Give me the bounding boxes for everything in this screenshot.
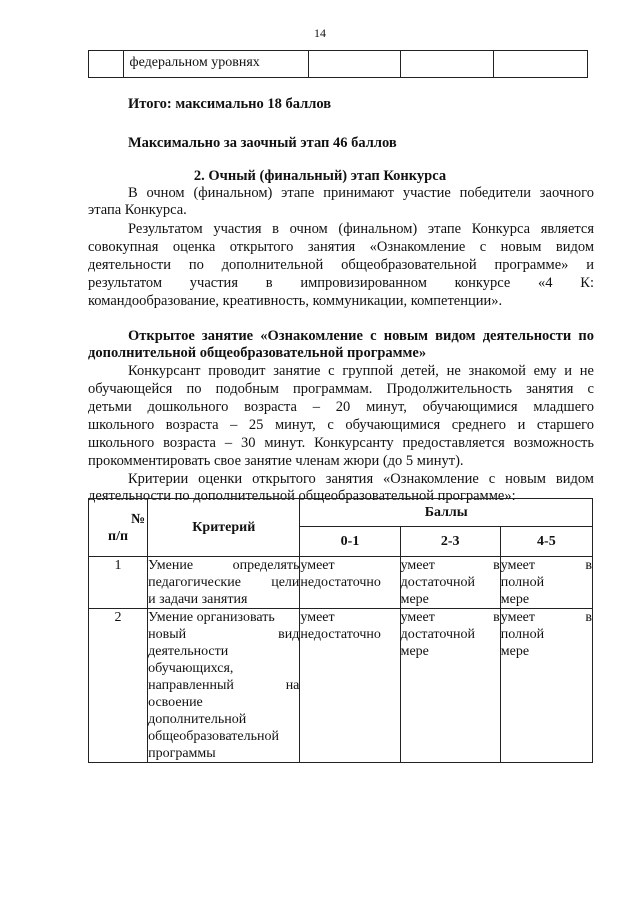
section-heading: 2. Очный (финальный) этап Конкурса bbox=[193, 168, 447, 184]
table-cell bbox=[494, 51, 588, 78]
paragraph-line: этапа Конкурса. bbox=[88, 202, 187, 218]
paragraph-line: прокомментировать свое занятие членам жюри (до 5 минут). bbox=[88, 453, 464, 469]
paragraph-line: командообразование, креативность, коммуникации, компетенции». bbox=[88, 293, 503, 309]
criteria-table bbox=[88, 498, 593, 763]
header-num bbox=[89, 499, 148, 557]
total-correspondence-line: Максимально за заочный этап 46 баллов bbox=[128, 135, 397, 151]
header-scores: Баллы bbox=[300, 499, 593, 527]
score-cell: умеет в достаточной мере bbox=[400, 609, 500, 763]
criterion-cell: Умение организовать новый вид деятельности обучающихся, направленный на освоение дополнительной общеобразовательной программы bbox=[148, 610, 300, 761]
previous-table-fragment bbox=[88, 50, 588, 78]
table-row bbox=[89, 557, 593, 609]
header-criterion: Критерий bbox=[148, 499, 300, 557]
paragraph-line: школьного возраста – 25 минут, с обучающимися среднего и старшего bbox=[88, 417, 594, 433]
header-num-label: п/п bbox=[108, 528, 129, 544]
score-col-0-1: 0-1 bbox=[300, 527, 400, 557]
table-cell bbox=[400, 51, 494, 78]
score-col-2-3: 2-3 bbox=[400, 527, 500, 557]
table-cell bbox=[123, 51, 309, 78]
score-cell: умеет в полной мере bbox=[500, 609, 592, 763]
paragraph-line: Результатом участия в очном (финальном) этапе Конкурса является bbox=[128, 221, 594, 237]
score-cell: умеет недостаточно bbox=[300, 609, 400, 763]
cell-text: федеральном уровнях bbox=[129, 55, 260, 70]
page-number: 14 bbox=[314, 26, 326, 40]
paragraph-line: деятельности по дополнительной общеобразовательной программе»: bbox=[88, 488, 516, 504]
table-cell bbox=[309, 51, 401, 78]
table-row bbox=[89, 609, 593, 763]
paragraph-line: деятельности по дополнительной общеобразовательной программе» и bbox=[88, 257, 594, 273]
paragraph-line: детьми дошкольного возраста – 20 минут, обучающимися младшего bbox=[88, 399, 594, 415]
paragraph-line: Критерии оценки открытого занятия «Ознакомление с новым видом bbox=[128, 471, 594, 487]
row-num: 2 bbox=[89, 609, 148, 763]
subsection-heading: Открытое занятие «Ознакомление с новым видом деятельности по bbox=[128, 328, 594, 344]
total-line: Итого: максимально 18 баллов bbox=[128, 96, 332, 112]
paragraph-line: результатом участия в импровизированном конкурсе «4 К: bbox=[88, 275, 594, 291]
score-col-4-5: 4-5 bbox=[500, 527, 592, 557]
criterion-cell: Умение определять педагогические цели и задачи занятия bbox=[148, 558, 300, 607]
paragraph-line: В очном (финальном) этапе принимают участие победители заочного bbox=[128, 185, 594, 201]
row-num: 1 bbox=[89, 557, 148, 609]
paragraph-line: школьного возраста – 30 минут. Конкурсанту предоставляется возможность bbox=[88, 435, 594, 451]
paragraph-line: обучающейся по подобным программам. Продолжительность занятия с bbox=[88, 381, 594, 397]
paragraph-line: совокупная оценка открытого занятия «Ознакомление с новым видом bbox=[88, 239, 594, 255]
paragraph-line: Конкурсант проводит занятие с группой детей, не знакомой ему и не bbox=[128, 363, 594, 379]
score-cell: умеет в достаточной мере bbox=[400, 558, 500, 607]
header-num-symbol: № bbox=[131, 511, 146, 527]
score-cell: умеет недостаточно bbox=[300, 557, 400, 609]
table-cell bbox=[89, 51, 124, 78]
subsection-heading: дополнительной общеобразовательной программе» bbox=[88, 345, 427, 361]
score-cell: умеет в полной мере bbox=[500, 558, 592, 607]
